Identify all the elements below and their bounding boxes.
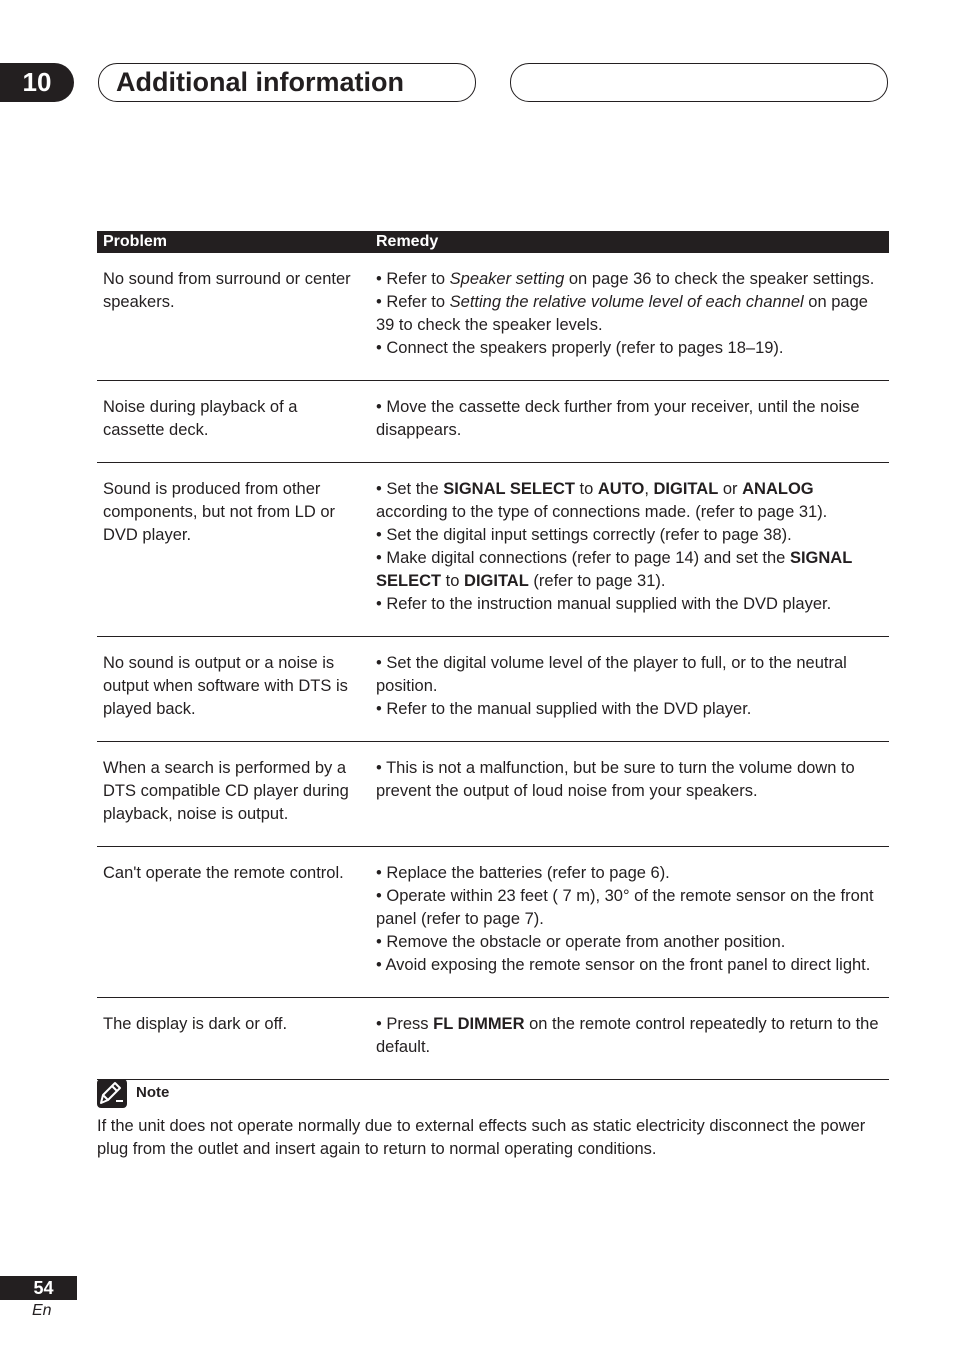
remedy-text: • Set the digital input settings correctly (refer to page 38). [376,526,792,544]
remedy-text: on page 36 to check the speaker settings. [564,270,875,288]
remedy-text: to [574,480,598,498]
note-text: If the unit does not operate normally due to external effects such as static electricity disconnect the power plug from the outlet and insert again to return to normal operating conditions. [97,1117,866,1158]
remedy-emphasis: DIGITAL [653,480,719,498]
table-row [97,847,889,998]
table-row [97,381,889,463]
remedy-item [376,291,883,337]
problem-cell: Sound is produced from other components, but not from LD or DVD player. [97,463,370,637]
remedy-text: • Move the cassette deck further from your receiver, until the noise disappears. [376,398,860,439]
remedy-cell [370,742,889,847]
note-pencil-icon [97,1079,127,1108]
table-body [97,253,889,1080]
table-row [97,742,889,847]
problem-cell: Can't operate the remote control. [97,847,370,998]
remedy-item [376,652,883,698]
remedy-item [376,1013,883,1059]
column-header-remedy: Remedy [370,231,889,253]
troubleshooting-table [97,231,889,1080]
remedy-item [376,524,883,547]
remedy-item [376,862,883,885]
remedy-item [376,337,883,360]
remedy-item [376,396,883,442]
remedy-text: • Refer to [376,293,450,311]
table-row [97,998,889,1080]
remedy-cell [370,463,889,637]
table-row [97,637,889,742]
problem-cell: No sound from surround or center speakers. [97,253,370,381]
remedy-item [376,268,883,291]
page-language: En [32,1302,52,1319]
remedy-item [376,757,883,803]
column-header-problem: Problem [97,231,370,253]
remedy-item [376,954,883,977]
remedy-text: • Avoid exposing the remote sensor on the front panel to direct light. [376,956,871,974]
remedy-emphasis: ANALOG [742,480,814,498]
note-label: Note [136,1084,170,1101]
remedy-emphasis: AUTO [597,480,645,498]
table-row [97,463,889,637]
remedy-cell [370,998,889,1080]
page-number: 54 [0,1276,77,1300]
remedy-text: • Replace the batteries (refer to page 6). [376,864,670,882]
remedy-text: , [644,480,654,498]
remedy-text: • Connect the speakers properly (refer to pages 18–19). [376,339,784,357]
remedy-cell [370,637,889,742]
remedy-reference: Speaker setting [449,270,565,288]
remedy-text: or [718,480,743,498]
problem-cell: The display is dark or off. [97,998,370,1080]
remedy-text: • Refer to [376,270,450,288]
remedy-item [376,478,883,524]
header-blank-box [510,63,888,102]
chapter-title: Additional information [116,67,404,97]
remedy-text: • Press [376,1015,434,1033]
remedy-text: • This is not a malfunction, but be sure to turn the volume down to prevent the output of loud noise from your speakers. [376,759,855,800]
remedy-reference: Setting the relative volume level of each channel [449,293,804,311]
problem-cell: No sound is output or a noise is output when software with DTS is played back. [97,637,370,742]
chapter-number: 10 [0,63,74,102]
remedy-text: • Set the [376,480,444,498]
remedy-emphasis: SIGNAL SELECT [376,549,852,590]
remedy-text: to [441,572,465,590]
remedy-emphasis: SIGNAL SELECT [443,480,575,498]
remedy-item [376,593,883,616]
remedy-text: on the remote control repeatedly to return to the default. [376,1015,879,1056]
remedy-text: according to the type of connections made. (refer to page 31). [376,503,828,521]
remedy-text: • Make digital connections (refer to page 14) and set the [376,549,790,567]
remedy-cell [370,847,889,998]
remedy-text: • Set the digital volume level of the player to full, or to the neutral position. [376,654,847,695]
problem-cell: Noise during playback of a cassette deck. [97,381,370,463]
remedy-text: • Remove the obstacle or operate from another position. [376,933,786,951]
remedy-cell [370,253,889,381]
remedy-item [376,698,883,721]
table-row [97,253,889,381]
remedy-item [376,547,883,593]
remedy-cell [370,381,889,463]
remedy-text: • Operate within 23 feet ( 7 m), 30° of the remote sensor on the front panel (refer to page 7). [376,887,874,928]
remedy-text: • Refer to the manual supplied with the DVD player. [376,700,752,718]
problem-cell: When a search is performed by a DTS compatible CD player during playback, noise is output. [97,742,370,847]
remedy-text: on page 39 to check the speaker levels. [376,293,868,334]
chapter-title-box [98,63,476,102]
remedy-item [376,885,883,931]
table-header-row [97,231,889,253]
remedy-emphasis: DIGITAL [464,572,529,590]
remedy-emphasis: FL DIMMER [433,1015,525,1033]
remedy-text: • Refer to the instruction manual supplied with the DVD player. [376,595,832,613]
remedy-item [376,931,883,954]
remedy-text: (refer to page 31). [528,572,666,590]
